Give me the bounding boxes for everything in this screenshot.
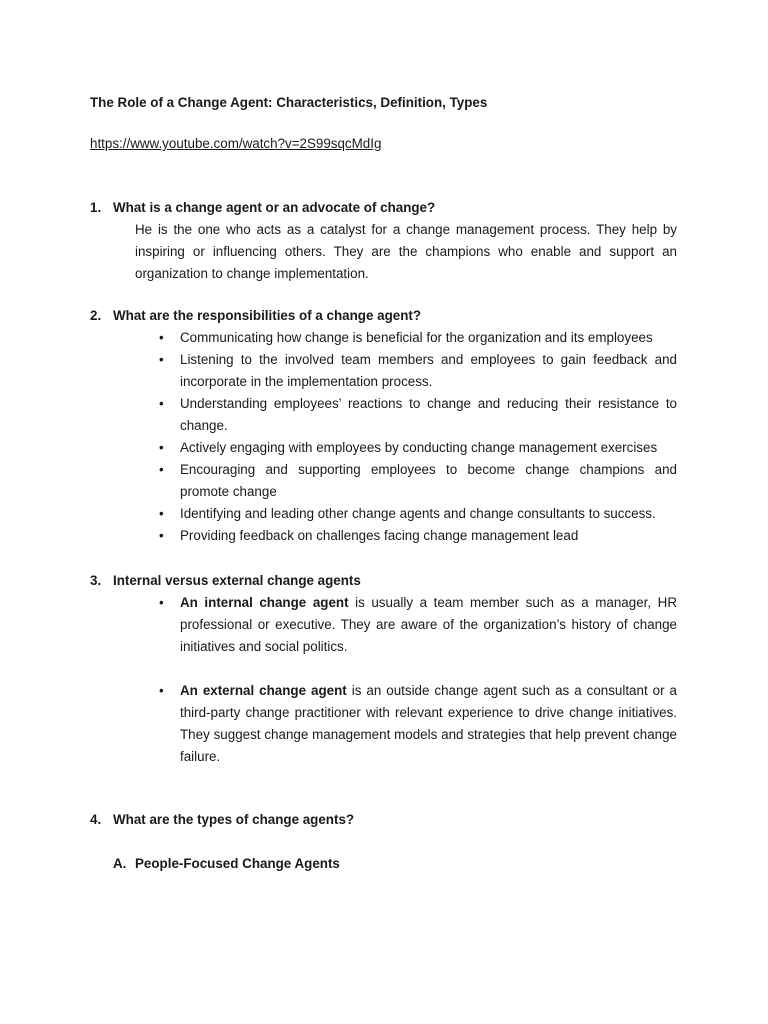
section-2-title: What are the responsibilities of a change agent?: [113, 308, 422, 323]
bullet-icon: •: [159, 506, 164, 521]
list-item: • Actively engaging with employees by conducting change management exercises: [180, 437, 677, 459]
section-2: [90, 305, 677, 547]
section-4: [90, 809, 677, 875]
section-1-title: What is a change agent or an advocate of change?: [113, 200, 436, 215]
section-1: [90, 197, 677, 285]
section-1-heading: [90, 197, 677, 219]
bullet-icon: •: [159, 352, 164, 367]
list-item: • Listening to the involved team members and employees to gain feedback and incorporate in the implementation process.: [180, 349, 677, 393]
bullet-icon: •: [159, 396, 164, 411]
section-1-paragraph: He is the one who acts as a catalyst for a change management process. They help by inspiring or influencing others. They are the champions who enable and support an organization to change implementation.: [135, 222, 677, 281]
bullet-icon: •: [159, 440, 164, 455]
subsection-a-heading: [113, 853, 677, 875]
bullet-icon: •: [159, 462, 164, 477]
internal-agent-term: An internal change agent: [180, 595, 349, 610]
section-2-number: 2.: [90, 308, 102, 323]
bullet-icon: •: [159, 528, 164, 543]
list-item: • Providing feedback on challenges facing change management lead: [180, 525, 677, 547]
youtube-link[interactable]: https://www.youtube.com/watch?v=2S99sqcMdIg: [90, 136, 382, 151]
section-1-number: 1.: [90, 200, 102, 215]
external-agent-text: is an outside change agent such as a consultant or a third-party change practitioner with relevant experience to drive change initiatives. They suggest change management models and strategies that help prevent change failure.: [180, 683, 677, 764]
list-item: [159, 680, 677, 768]
section-2-heading: [90, 305, 677, 327]
list-item: • Identifying and leading other change agents and change consultants to success.: [180, 503, 677, 525]
list-item: • Encouraging and supporting employees to become change champions and promote change: [180, 459, 677, 503]
subsection-a-letter: A.: [113, 856, 127, 871]
subsection-a-title: People-Focused Change Agents: [135, 856, 340, 871]
bullet-icon: •: [159, 595, 164, 610]
bullet-icon: •: [159, 330, 164, 345]
section-4-heading: [90, 809, 677, 831]
bullet-icon: •: [159, 683, 164, 698]
list-item: • Communicating how change is beneficial for the organization and its employees: [180, 327, 677, 349]
section-4-title: What are the types of change agents?: [113, 812, 355, 827]
section-3-title: Internal versus external change agents: [113, 573, 361, 588]
responsibilities-list: [90, 327, 677, 547]
document-title: The Role of a Change Agent: Characteristics, Definition, Types: [90, 95, 488, 110]
section-3-heading: [90, 570, 677, 592]
agent-types-list: [90, 592, 677, 768]
external-agent-term: An external change agent: [180, 683, 347, 698]
list-item: • Understanding employees’ reactions to change and reducing their resistance to change.: [180, 393, 677, 437]
list-item: [159, 592, 677, 658]
section-4-number: 4.: [90, 812, 102, 827]
internal-agent-text: is usually a team member such as a manager, HR professional or executive. They are aware of the organization’s history of change initiatives and social politics.: [180, 595, 677, 654]
section-3-number: 3.: [90, 573, 102, 588]
section-3: [90, 570, 677, 768]
